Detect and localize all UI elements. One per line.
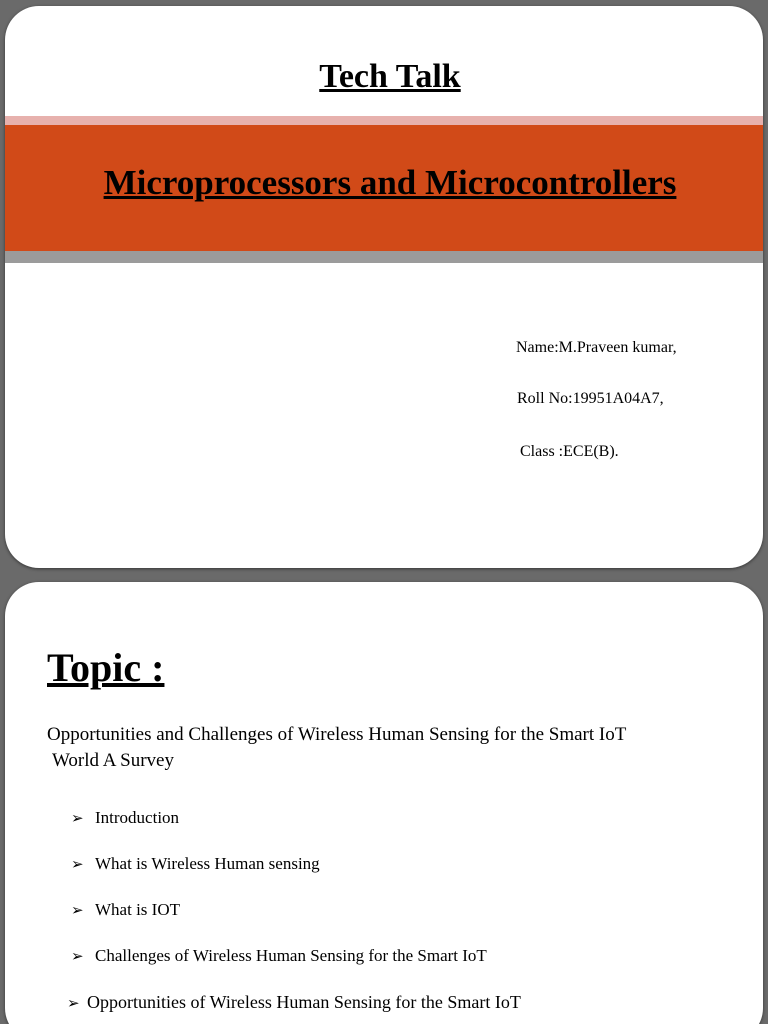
class-label: Class :ECE(B).	[520, 443, 619, 460]
slide-title: Tech Talk	[319, 58, 461, 95]
arrow-bullet-icon: ➢	[71, 811, 84, 827]
list-item	[71, 808, 521, 854]
list-item-label: What is Wireless Human sensing	[95, 854, 320, 873]
arrow-bullet-icon: ➢	[71, 857, 84, 873]
topic-description	[47, 722, 737, 774]
list-item-label: Introduction	[95, 808, 180, 827]
topic-heading: Topic :	[47, 645, 165, 690]
list-item-label: Opportunities of Wireless Human Sensing for the Smart IoT	[87, 992, 521, 1012]
slide-2	[5, 582, 763, 1024]
arrow-bullet-icon: ➢	[71, 903, 84, 919]
accent-strip	[5, 116, 763, 125]
slide-1	[5, 6, 763, 568]
list-item	[67, 992, 521, 1024]
topic-description-line: World A Survey	[52, 750, 174, 771]
arrow-bullet-icon: ➢	[67, 996, 80, 1012]
topic-description-line: Opportunities and Challenges of Wireless Human Sensing for the Smart IoT	[47, 724, 627, 745]
list-item	[71, 854, 521, 900]
list-item-label: What is IOT	[95, 900, 180, 919]
presentation-title: Microprocessors and Microcontrollers	[103, 163, 677, 202]
list-item-label: Challenges of Wireless Human Sensing for the Smart IoT	[95, 946, 487, 965]
roll-number: Roll No:19951A04A7,	[517, 390, 664, 407]
list-item	[71, 946, 521, 992]
arrow-bullet-icon: ➢	[71, 949, 84, 965]
presenter-name: Name:M.Praveen kumar,	[516, 339, 677, 356]
outline-list	[67, 808, 521, 1024]
list-item	[71, 900, 521, 946]
title-band	[5, 125, 763, 263]
